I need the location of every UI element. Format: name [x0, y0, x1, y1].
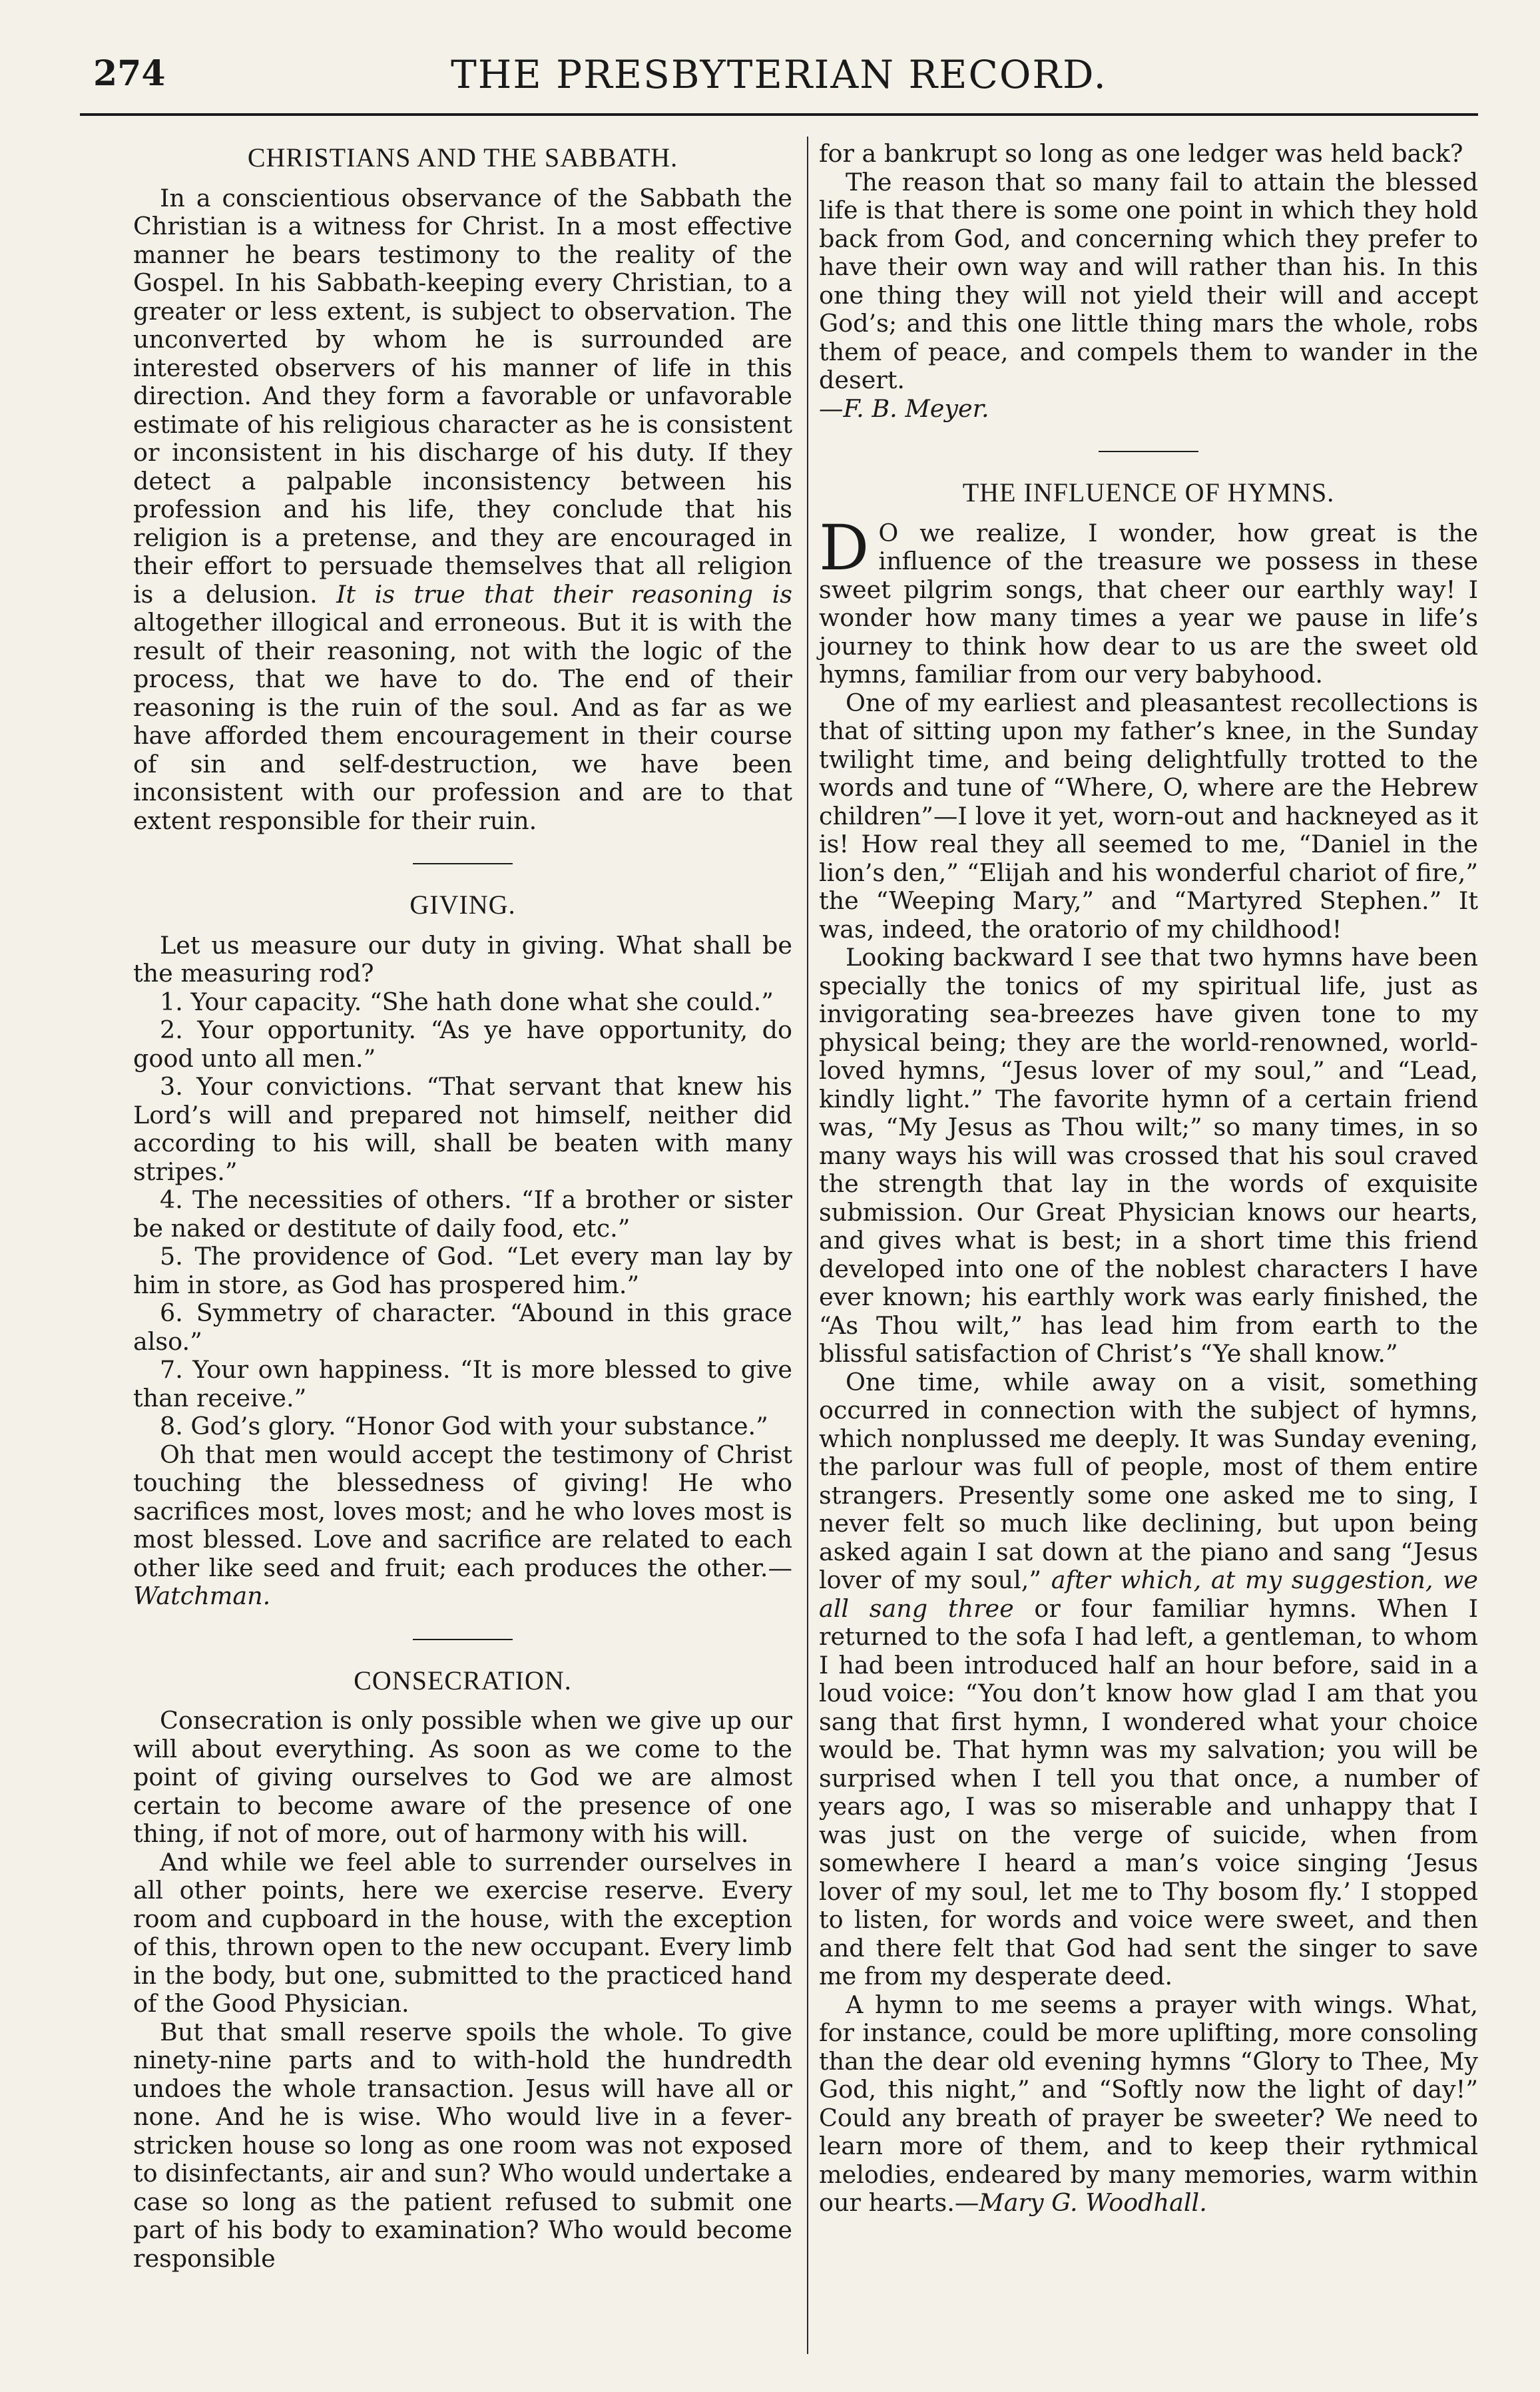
paragraph: D O we realize, I wonder, how great is the influence of the treasure we possess in these sweet pilgrim songs, that cheer our earthly way! I wonder how many times a year we pause in life’s journey to think how dear to us are the sweet old hymns, familiar from our very babyhood.	[819, 511, 1478, 689]
italic-text: It is true that their reasoning is	[336, 579, 792, 609]
attribution: Watchman.	[133, 1582, 271, 1610]
list-item: 6. Symmetry of character. “Abound in this grace also.”	[133, 1299, 792, 1356]
paragraph: One of my earliest and pleasantest recollections is that of sitting upon my father’s knee, in the Sunday twilight time, and being delightfully trotted to the words and tune of “Where, O, where are the Hebrew children”—I love it yet, worn-out and hackneyed as it is! How real they all seemed to me, “Daniel in the lion’s den,” “Elijah and his wonderful chariot of fire,” the “Weeping Mary,” and “Martyred Stephen.” It was, indeed, the oratorio of my childhood!	[819, 688, 1478, 944]
paragraph: One time, while away on a visit, something occurred in connection with the subject of hymns, which nonplussed me deeply. It was Sunday evening, the parlour was full of people, most of them entire strangers. Presently some one asked me to sing, I never felt so much like declining, but upon being asked again I sat down at the piano and sang “Jesus lover of my soul,” after which, at my suggestion, we all sang three or four familiar hymns. When I returned to the sofa I had left, a gentleman, to whom I had been introduced half an hour before, said in a loud voice: “You don’t know how glad I am that you sang that first hymn, I wondered what your choice would be. That hymn was my salvation; you will be surprised when I tell you that once, a number of years ago, I was so miserable and unhappy that I was just on the verge of suicide, when from somewhere I heard a man’s voice singing ‘Jesus lover of my soul, let me to Thy bosom fly.’ I stopped to listen, for words and voice were sweet, and then and there felt that God had sent the singer to save me from my desperate deed.	[819, 1367, 1478, 1990]
article-title: CONSECRATION.	[354, 1665, 572, 1695]
paragraph: for a bankrupt so long as one ledger was held back?	[819, 139, 1463, 168]
section-rule	[1099, 451, 1198, 452]
paragraph: But that small reserve spoils the whole. To give ninety-nine parts and to with-hold the hundredth undoes the whole transaction. Jesus will have all or none. And he is wise. Who would live in a fever-stricken house so long as one room was not exposed to disinfectants, air and sun? Who would undertake a case so long as the patient refused to submit one part of his body to examination? Who would become responsible	[133, 2017, 792, 2273]
article-consecration	[133, 1667, 792, 2273]
article-giving	[133, 891, 792, 1611]
list-item: 3. Your convictions. “That servant that knew his Lord’s will and prepared not himself, neither did according to his will, shall be beaten with many stripes.”	[133, 1072, 792, 1186]
page-number: 274	[93, 53, 166, 94]
left-column	[133, 140, 792, 2273]
paragraph: In a conscientious observance of the Sabbath the Christian is a witness for Christ. In a most effective manner he bears testimony to the reality of the Gospel. In his Sabbath-keeping every Christian, to a greater or less extent, is subject to observation. The unconverted by whom he is surrounded are interested observers of his manner of life in this direction. And they form a favorable or unfavorable estimate of his religious character as he is consistent or inconsistent in his discharge of his duty. If they detect a palpable inconsistency between his profession and his life, they conclude that his religion is a pretense, and they are encouraged in their effort to persuade themselves that all religion is a delusion. It is true that their reasoning is altogether illogical and erroneous. But it is with the result of their reasoning, not with the logic of the process, that we have to do. The end of their reasoning is the ruin of the soul. And as far as we have afforded them encouragement in their course of sin and self-destruction, we have been inconsistent with our profession and are to that extent responsible for their ruin.	[133, 183, 792, 835]
page-header	[80, 47, 1478, 116]
article-the-influence-of-hymns	[819, 479, 1478, 2218]
article-consecration-continued	[819, 140, 1478, 423]
italic-text: after which, at my suggestion, we all sang three	[819, 1566, 1478, 1623]
article-title: THE INFLUENCE OF HYMNS.	[962, 477, 1335, 507]
paragraph: The reason that so many fail to attain the blessed life is that there is some one point in which they hold back from God, and concerning which they prefer to have their own way and will rather than his. In this one thing they will not yield their will and accept God’s; and this one little thing mars the whole, robs them of peace, and compels them to wander in the desert.	[819, 167, 1478, 394]
attribution: —F. B. Meyer.	[819, 394, 989, 423]
paragraph: A hymn to me seems a prayer with wings. What, for instance, could be more uplifting, more consoling than the dear old evening hymns “Glory to Thee, My God, this night,” and “Softly now the light of day!” Could any breath of prayer be sweeter? We need to learn more of them, and to keep their rythmical melodies, endeared by many memories, warm within our hearts.—Mary G. Woodhall.	[819, 1990, 1478, 2217]
article-title: CHRISTIANS AND THE SABBATH.	[247, 143, 678, 172]
right-column	[819, 140, 1478, 2218]
list-item: 7. Your own happiness. “It is more blessed to give than receive.”	[133, 1355, 792, 1412]
attribution: Mary G. Woodhall.	[979, 2188, 1207, 2217]
drop-cap: D	[819, 511, 870, 585]
running-title: THE PRESBYTERIAN RECORD.	[451, 52, 1107, 97]
section-rule	[413, 863, 513, 864]
list-item: 1. Your capacity. “She hath done what she could.”	[160, 987, 774, 1016]
paragraph: Let us measure our duty in giving. What shall be the measuring rod?	[133, 930, 792, 988]
section-rule	[413, 1639, 513, 1640]
paragraph: Oh that men would accept the testimony of Christ touching the blessedness of giving! He who sacrifices most, loves most; and he who loves most is most blessed. Love and sacrifice are related to each other like seed and fruit; each produces the other.—Watchman.	[133, 1440, 792, 1610]
list-item: 4. The necessities of others. “If a brother or sister be naked or destitute of daily food, etc.”	[133, 1185, 792, 1243]
paragraph: Looking backward I see that two hymns have been specially the tonics of my spiritual life, just as invigorating sea-breezes have given tone to my physical being; they are the world-renowned, world-loved hymns, “Jesus lover of my soul,” and “Lead, kindly light.” The favorite hymn of a certain friend was, “My Jesus as Thou wilt;” so many times, in so many ways his will was crossed that his soul craved the strength that lay in the words of exquisite submission. Our Great Physician knows our hearts, and gives what is best; in a short time this friend developed into one of the noblest characters I have ever known; his earthly work was early finished, the “As Thou wilt,” has lead him from earth to the blissful satisfaction of Christ’s “Ye shall know.”	[819, 943, 1478, 1368]
paragraph: Consecration is only possible when we give up our will about everything. As soon as we come to the point of giving ourselves to God we are almost certain to become aware of the presence of one thing, if not of more, out of harmony with his will.	[133, 1706, 792, 1848]
list-item: 2. Your opportunity. “As ye have opportunity, do good unto all men.”	[133, 1016, 792, 1073]
list-item: 5. The providence of God. “Let every man lay by him in store, as God has prospered him.”	[133, 1242, 792, 1299]
paragraph: And while we feel able to surrender ourselves in all other points, here we exercise reserve. Every room and cupboard in the house, with the exception of this, thrown open to the new occupant. Every limb in the body, but one, submitted to the practiced hand of the Good Physician.	[133, 1847, 792, 2018]
article-christians-and-the-sabbath	[133, 144, 792, 835]
article-title: GIVING.	[409, 890, 516, 920]
list-item: 8. God’s glory. “Honor God with your substance.”	[160, 1412, 768, 1440]
column-divider	[807, 137, 808, 2354]
